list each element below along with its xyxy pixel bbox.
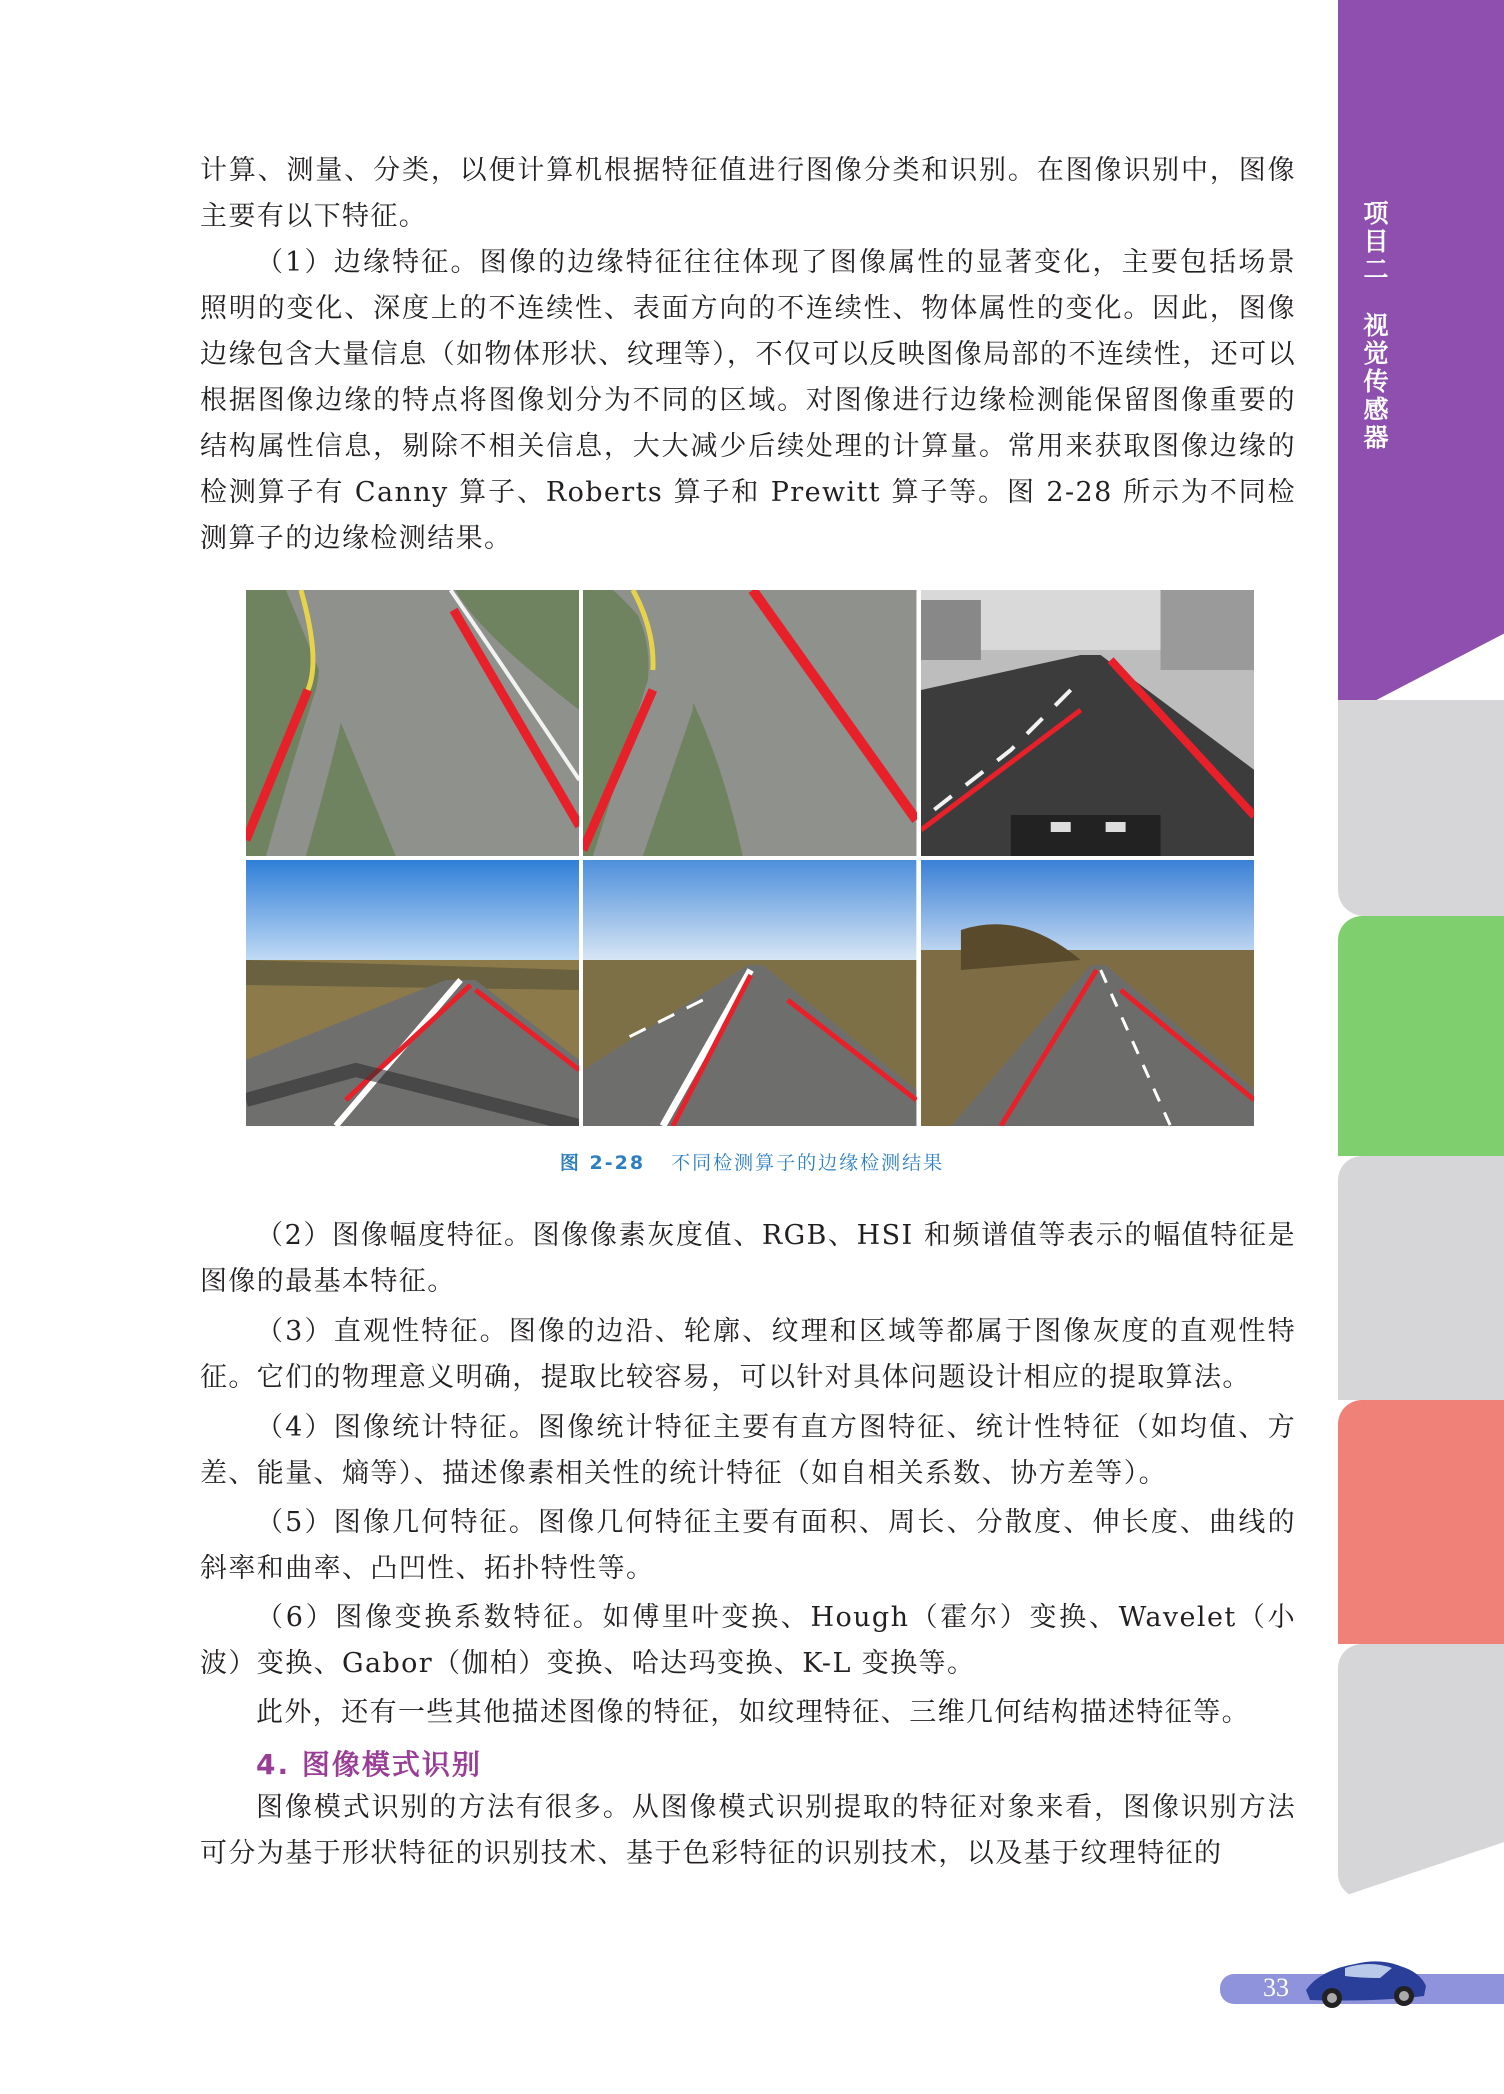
paragraph-transform-feature: （6）图像变换系数特征。如傅里叶变换、Hough（霍尔）变换、Wavelet（小波）变换、Gabor（伽柏）变换、哈达玛变换、K-L 变换等。 xyxy=(200,1602,1296,1679)
paragraph-pattern-recognition: 图像模式识别的方法有很多。从图像模式识别提取的特征对象来看，图像识别方法可分为基于形状特征的识别技术、基于色彩特征的识别技术，以及基于纹理特征的 xyxy=(200,1792,1296,1869)
page-number: 33 xyxy=(1263,1973,1289,2002)
paragraph-geometric-feature: （5）图像几何特征。图像几何特征主要有面积、周长、分散度、伸长度、曲线的斜率和曲率、凸凹性、拓扑特性等。 xyxy=(200,1507,1296,1584)
section-heading: 4. 图像模式识别 xyxy=(256,1748,482,1781)
chapter-tab-label: 项目二 视觉传感器 xyxy=(1360,200,1389,452)
figure-panel-6 xyxy=(921,860,1254,1126)
figure-number: 图 2-28 xyxy=(559,1152,646,1174)
figure-panel-1 xyxy=(246,590,579,856)
paragraph-edge-feature: （1）边缘特征。图像的边缘特征往往体现了图像属性的显著变化，主要包括场景照明的变化、深度上的不连续性、表面方向的不连续性、物体属性的变化。因此，图像边缘包含大量信息（如物体形状、纹理等），不仅可以反映图像局部的不连续性，还可以根据图像边缘的特点将图像划分为不同的区域。对图像进行边缘检测能保留图像重要的结构属性信息，剔除不相关信息，大大减少后续处理的计算量。常用来获取图像边缘的检测算子有 Canny 算子、Roberts 算子和 Prewitt 算子等。图 2-28 所示为不同检测算子的边缘检测结果。 xyxy=(200,247,1296,554)
figure-panel-3 xyxy=(921,590,1254,856)
paragraph-intro: 计算、测量、分类，以便计算机根据特征值进行图像分类和识别。在图像识别中，图像主要有以下特征。 xyxy=(200,155,1296,232)
figure-caption-text: 不同检测算子的边缘检测结果 xyxy=(671,1152,945,1174)
figure-panel-4 xyxy=(246,860,579,1126)
paragraph-statistical-feature: （4）图像统计特征。图像统计特征主要有直方图特征、统计性特征（如均值、方差、能量、熵等）、描述像素相关性的统计特征（如自相关系数、协方差等）。 xyxy=(200,1412,1296,1489)
paragraph-intuitive-feature: （3）直观性特征。图像的边沿、轮廓、纹理和区域等都属于图像灰度的直观性特征。它们的物理意义明确，提取比较容易，可以针对具体问题设计相应的提取算法。 xyxy=(200,1316,1296,1393)
chapter-tab-green[interactable] xyxy=(1338,916,1504,1156)
chapter-tab-gray-2[interactable] xyxy=(1338,1156,1504,1400)
chapter-tab-gray-1[interactable] xyxy=(1338,700,1504,916)
car-icon xyxy=(1300,1940,1430,2012)
figure-panel-5 xyxy=(583,860,916,1126)
chapter-tab-red[interactable] xyxy=(1338,1400,1504,1644)
figure-caption xyxy=(0,1148,1504,1175)
paragraph-other-features: 此外，还有一些其他描述图像的特征，如纹理特征、三维几何结构描述特征等。 xyxy=(256,1697,1250,1728)
paragraph-amplitude-feature: （2）图像幅度特征。图像像素灰度值、RGB、HSI 和频谱值等表示的幅值特征是图像的最基本特征。 xyxy=(200,1220,1296,1297)
chapter-tab-gray-3[interactable] xyxy=(1338,1644,1504,1898)
figure-panel-2 xyxy=(583,590,916,856)
figure-edge-detection xyxy=(246,590,1254,1126)
